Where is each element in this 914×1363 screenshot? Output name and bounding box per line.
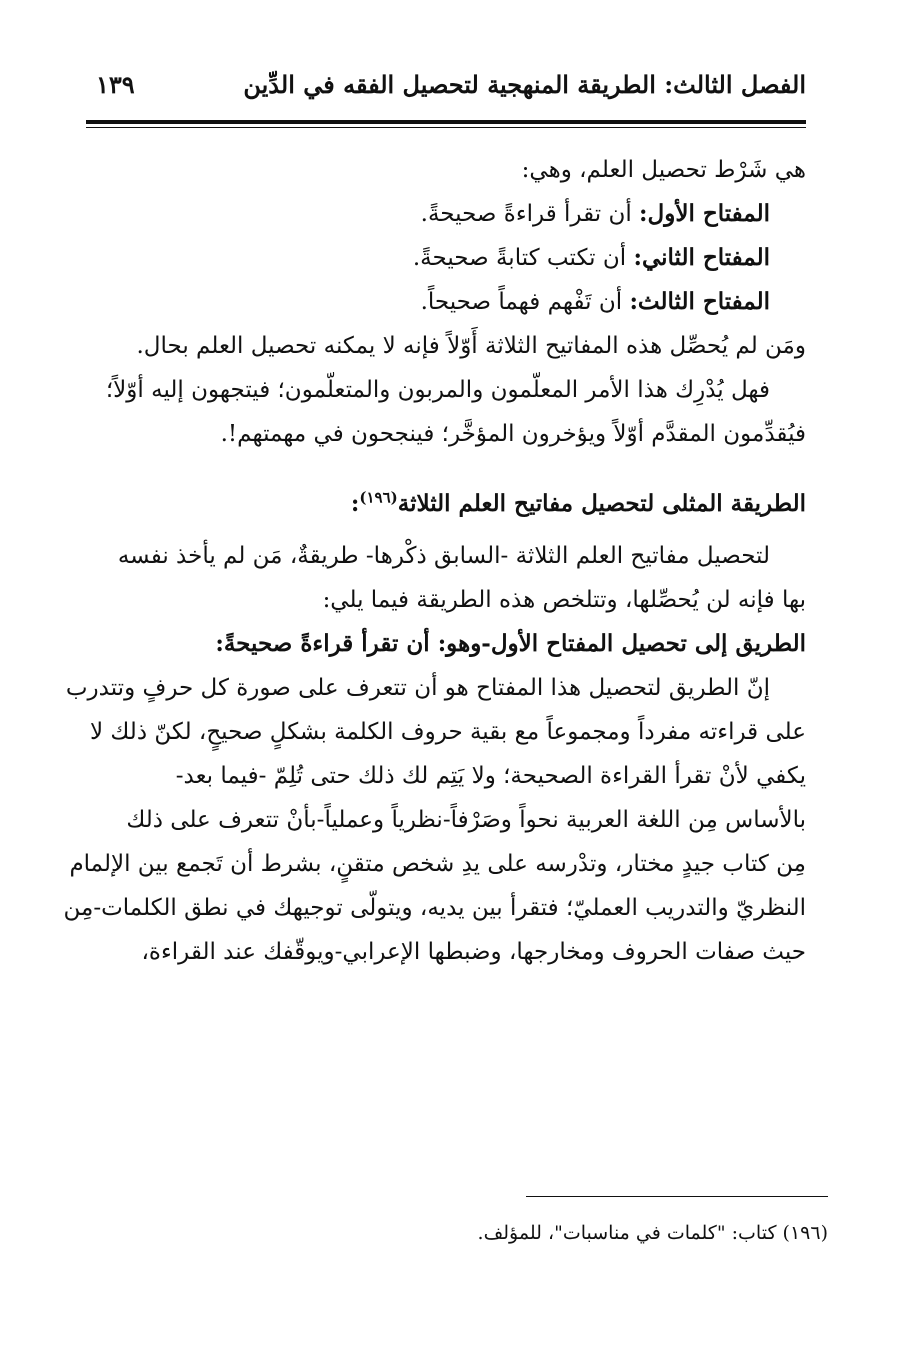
subheading bbox=[86, 622, 806, 666]
key-text: أن تَفْهم فهماً صحيحاً. bbox=[420, 289, 630, 315]
page-number: ١٣٩ bbox=[96, 70, 135, 99]
header-rule-thick bbox=[86, 120, 806, 124]
key-item-1 bbox=[86, 192, 806, 236]
key-label: المفتاح الأول: bbox=[639, 200, 770, 227]
key-item-2 bbox=[86, 236, 806, 280]
page-body bbox=[63, 148, 806, 974]
page-header bbox=[86, 62, 806, 116]
paragraph bbox=[63, 666, 806, 974]
section-title-suffix: : bbox=[350, 490, 360, 517]
paragraph bbox=[86, 368, 806, 456]
paragraph-line: مِن كتاب جيدٍ مختار، وتدْرسه على يدِ شخص متقنٍ، بشرط أن تَجمع بين الإلمام bbox=[69, 851, 806, 877]
paragraph-line: بها فإنه لن يُحصِّلها، وتتلخص هذه الطريقة فيما يلي: bbox=[322, 587, 806, 613]
key-text: أن تكتب كتابةً صحيحةً. bbox=[412, 245, 634, 271]
paragraph-line: لتحصيل مفاتيح العلم الثلاثة -السابق ذكْرها- طريقةٌ، مَن لم يأخذ نفسه bbox=[117, 543, 770, 569]
running-title: الفصل الثالث: الطريقة المنهجية لتحصيل الفقه في الدِّين bbox=[243, 70, 806, 99]
section-title-text: الطريقة المثلى لتحصيل مفاتيح العلم الثلاثة bbox=[397, 490, 806, 517]
footnote: (١٩٦) كتاب: "كلمات في مناسبات"، للمؤلف. bbox=[477, 1222, 828, 1244]
paragraph-line: فيُقدِّمون المقدَّم أوّلاً ويؤخرون المؤخَّر؛ فينجحون في مهمتهم!. bbox=[220, 421, 806, 447]
paragraph-line: على قراءته مفرداً ومجموعاً مع بقية حروف الكلمة بشكلٍ صحيحٍ، لكنّ ذلك لا bbox=[90, 719, 806, 745]
paragraph-line: حيث صفات الحروف ومخارجها، وضبطها الإعرابي-ويوقّفك عند القراءة، bbox=[141, 939, 806, 965]
paragraph bbox=[86, 324, 806, 368]
key-label: المفتاح الثاني: bbox=[633, 244, 770, 271]
paragraph-line: بالأساس مِن اللغة العربية نحواً وصَرْفاً-نظرياً وعملياً-بأنْ تتعرف على ذلك bbox=[126, 807, 806, 833]
key-item-3 bbox=[86, 280, 806, 324]
paragraph bbox=[86, 534, 806, 622]
intro-line bbox=[86, 148, 806, 192]
section-title bbox=[86, 482, 806, 526]
intro-text: هي شَرْط تحصيل العلم، وهي: bbox=[521, 157, 806, 183]
paragraph-line: إنّ الطريق لتحصيل هذا المفتاح هو أن تتعرف على صورة كل حرفٍ وتتدرب bbox=[65, 675, 770, 701]
header-rule-thin bbox=[86, 127, 806, 128]
key-label: المفتاح الثالث: bbox=[629, 288, 770, 315]
subheading-text: الطريق إلى تحصيل المفتاح الأول-وهو: أن تقرأ قراءةً صحيحةً: bbox=[215, 630, 806, 657]
key-text: أن تقرأ قراءةً صحيحةً. bbox=[420, 201, 640, 227]
footnote-separator bbox=[526, 1196, 828, 1197]
paragraph-line: ومَن لم يُحصِّل هذه المفاتيح الثلاثة أَوّلاً فإنه لا يمكنه تحصيل العلم بحال. bbox=[136, 333, 806, 359]
paragraph-line: النظريّ والتدريب العمليّ؛ فتقرأ بين يديه، ويتولّى توجيهك في نطق الكلمات-مِن bbox=[63, 895, 806, 921]
paragraph-line: يكفي لأنْ تقرأ القراءة الصحيحة؛ ولا يَتِم لك ذلك حتى تُلِمّ -فيما بعد- bbox=[175, 763, 806, 789]
paragraph-line: فهل يُدْرِك هذا الأمر المعلّمون والمربون والمتعلّمون؛ فيتجهون إليه أوّلاً؛ bbox=[105, 377, 770, 403]
footnote-reference[interactable]: (١٩٦) bbox=[359, 488, 398, 507]
